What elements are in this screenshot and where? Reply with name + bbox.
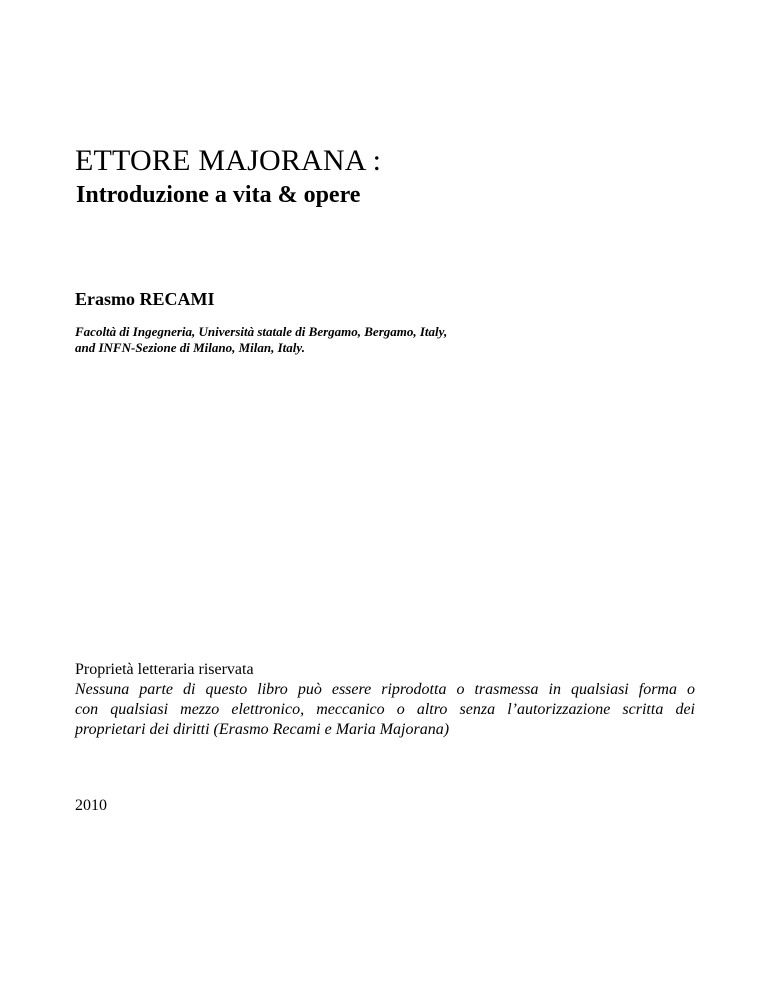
author-name: Erasmo RECAMI [75, 289, 215, 309]
rights-notice-line: Nessuna parte di questo libro può essere riprodotta o trasmessa in qualsiasi forma o [75, 681, 695, 698]
rights-heading: Proprietà letteraria riservata [75, 661, 254, 678]
document-title: ETTORE MAJORANA : [75, 144, 382, 177]
rights-notice-line: proprietari dei diritti (Erasmo Recami e Maria Majorana) [75, 721, 450, 738]
author-affiliation-line: Facoltà di Ingegneria, Università statale di Bergamo, Bergamo, Italy, [75, 324, 448, 339]
publication-year: 2010 [75, 797, 107, 814]
document-subtitle: Introduzione a vita & opere [76, 182, 361, 208]
author-affiliation-line: and INFN-Sezione di Milano, Milan, Italy. [75, 340, 305, 355]
rights-notice-line: con qualsiasi mezzo elettronico, meccanico o altro senza l’autorizzazione scritta dei [75, 701, 695, 718]
